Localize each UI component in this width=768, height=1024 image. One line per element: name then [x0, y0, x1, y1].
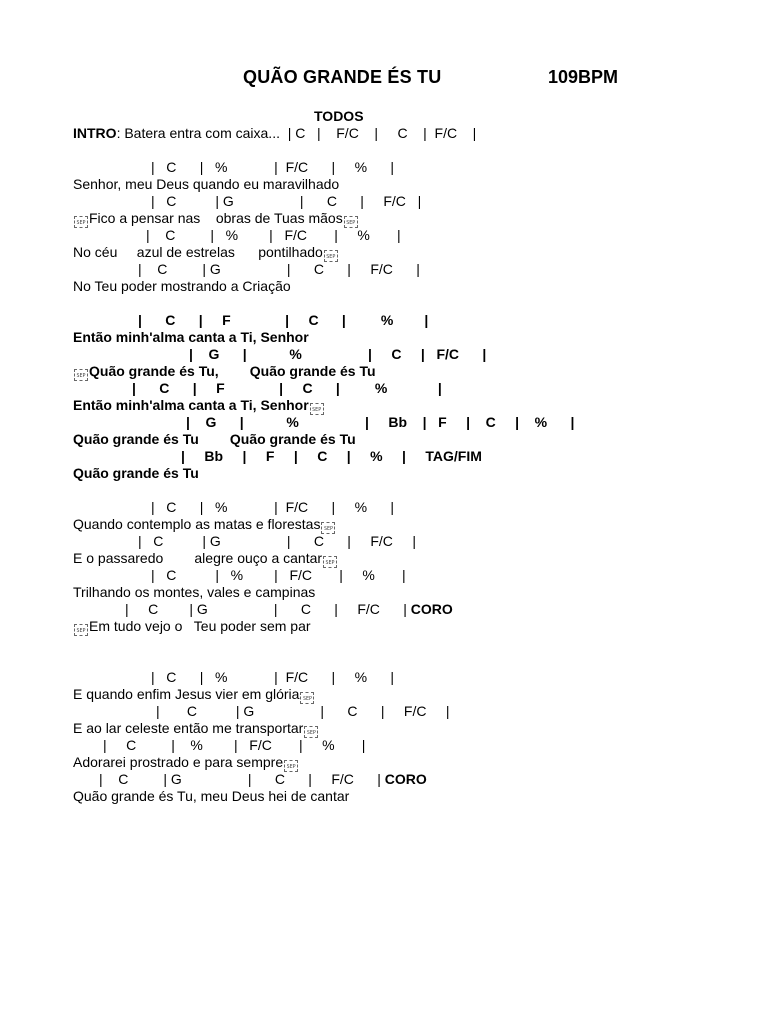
song-bpm: 109BPM — [548, 67, 619, 87]
chord-line: | C | % | F/C | % | — [151, 499, 394, 515]
separator-glyph: SEP — [74, 369, 88, 381]
intro-text: : Batera entra com caixa... | C | F/C | C | F/C | — [116, 125, 477, 141]
separator-glyph: SEP — [304, 726, 318, 738]
chord-line: | C | F | C | % | — [138, 312, 429, 328]
lyric-line: SEP Quão grande és Tu, Quão grande és Tu — [73, 363, 376, 381]
chord-line: | Bb | F | C | % | TAG/FIM — [181, 448, 482, 464]
separator-glyph: SEP — [284, 760, 298, 772]
lyric-line: E o passaredo alegre ouço a cantar SEP — [73, 550, 338, 568]
lyric-line: Senhor, meu Deus quando eu maravilhado — [73, 176, 340, 192]
lyric-line: Então minh'alma canta a Ti, Senhor — [73, 329, 309, 345]
chord-line: | G | % | C | F/C | — [189, 346, 487, 362]
song-title: QUÃO GRANDE ÉS TU — [243, 67, 442, 87]
chord-line: | C | G | C | F/C | — [138, 533, 416, 549]
separator-glyph: SEP — [310, 403, 324, 415]
chord-line: | C | G | C | F/C | — [138, 261, 420, 277]
separator-glyph: SEP — [324, 250, 338, 262]
separator-glyph: SEP — [300, 692, 314, 704]
separator-glyph: SEP — [323, 556, 337, 568]
intro-line — [73, 125, 476, 142]
lyric-line: E quando enfim Jesus vier em glória SEP — [73, 686, 315, 704]
coro-tag: CORO — [384, 771, 427, 787]
chord-line: | C | % | F/C | % | — [151, 159, 394, 175]
lyric-line: No céu azul de estrelas pontilhado SEP — [73, 244, 339, 262]
lyric-line: SEP Em tudo vejo o Teu poder sem par — [73, 618, 311, 636]
lyric-line: Adorarei prostrado e para sempre SEP — [73, 754, 299, 772]
lyric-line: Quão grande és Tu — [73, 465, 199, 481]
chord-line: | G | % | Bb | F | C | % | — [186, 414, 575, 430]
section-label-todos: TODOS — [314, 108, 364, 124]
lyric-line: Quão grande és Tu Quão grande és Tu — [73, 431, 356, 447]
lyric-line: SEP Fico a pensar nas obras de Tuas mãos SEP — [73, 210, 359, 228]
separator-glyph: SEP — [344, 216, 358, 228]
chord-line: | C | G | C | F/C | CORO — [99, 771, 427, 787]
lyric-line: E ao lar celeste então me transportar SEP — [73, 720, 319, 738]
chord-line: | C | % | F/C | % | — [151, 567, 406, 583]
chord-line: | C | G | C | F/C | — [151, 193, 422, 209]
chord-line: | C | G | C | F/C | — [156, 703, 450, 719]
separator-glyph: SEP — [74, 624, 88, 636]
chord-line: | C | G | C | F/C | CORO — [125, 601, 453, 617]
separator-glyph: SEP — [74, 216, 88, 228]
chord-line: | C | % | F/C | % | — [151, 669, 394, 685]
chord-line: | C | F | C | % | — [132, 380, 442, 396]
separator-glyph: SEP — [321, 522, 335, 534]
lyric-line: No Teu poder mostrando a Criação — [73, 278, 291, 294]
lyric-line: Quando contemplo as matas e florestas SEP — [73, 516, 336, 534]
intro-label: INTRO — [73, 125, 117, 141]
lyric-line: Então minh'alma canta a Ti, Senhor SEP — [73, 397, 325, 415]
chord-line: | C | % | F/C | % | — [146, 227, 401, 243]
lyric-line: Quão grande és Tu, meu Deus hei de cantar — [73, 788, 350, 804]
chord-line: | C | % | F/C | % | — [103, 737, 366, 753]
coro-tag: CORO — [410, 601, 453, 617]
lyric-line: Trilhando os montes, vales e campinas — [73, 584, 316, 600]
